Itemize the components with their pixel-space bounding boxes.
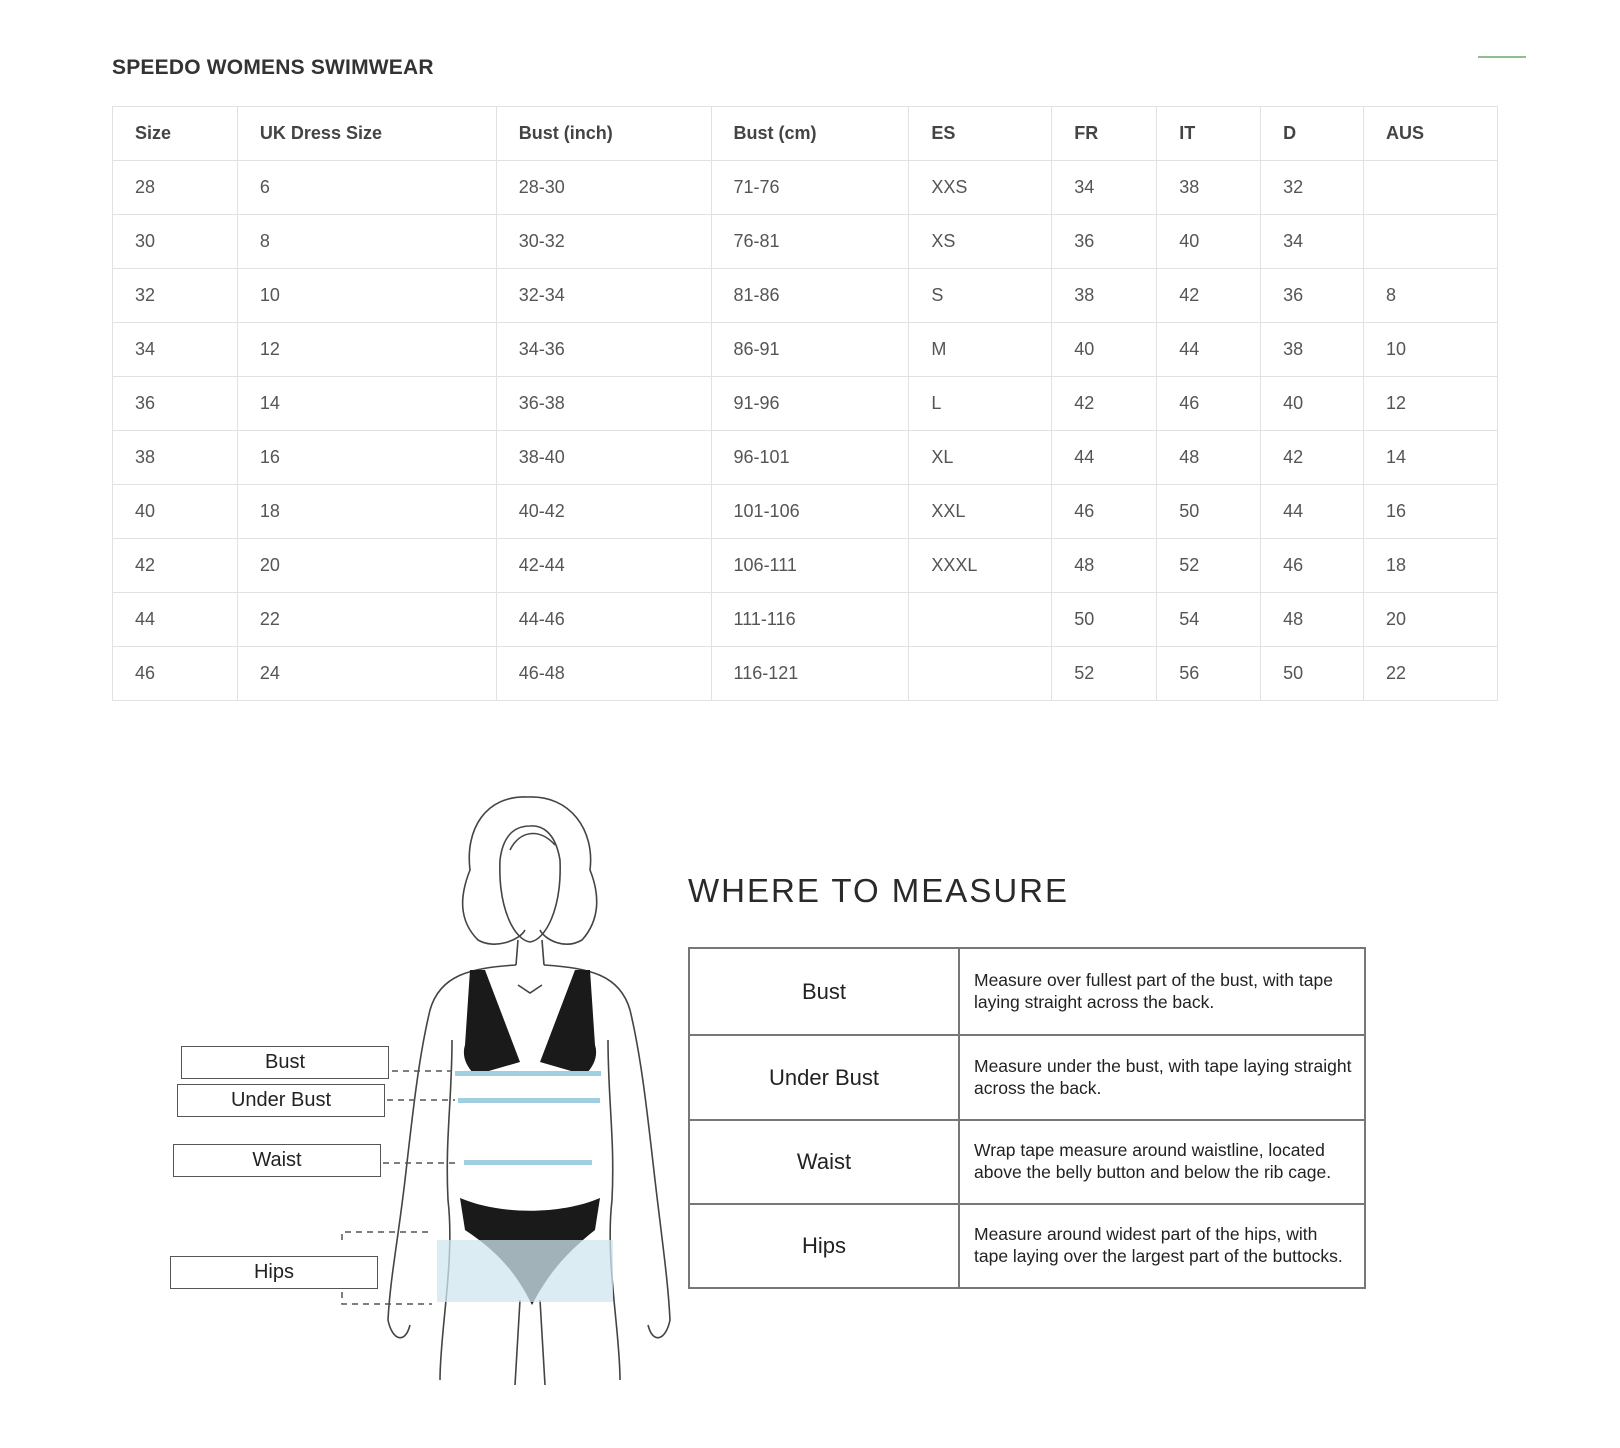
table-cell: 28 bbox=[113, 161, 238, 215]
table-cell: 8 bbox=[1364, 269, 1498, 323]
table-cell: S bbox=[909, 269, 1052, 323]
table-cell: 101-106 bbox=[711, 485, 909, 539]
table-row bbox=[113, 647, 1498, 701]
measure-description: Measure over fullest part of the bust, with tape laying straight across the back. bbox=[959, 948, 1365, 1035]
table-cell: 32-34 bbox=[496, 269, 711, 323]
table-row bbox=[113, 593, 1498, 647]
table-cell: 16 bbox=[237, 431, 496, 485]
table-cell: 32 bbox=[1261, 161, 1364, 215]
measure-description: Measure under the bust, with tape laying straight across the back. bbox=[959, 1035, 1365, 1120]
table-cell: 6 bbox=[237, 161, 496, 215]
bust-tape bbox=[455, 1071, 601, 1076]
table-cell: 22 bbox=[1364, 647, 1498, 701]
under-bust-tape bbox=[458, 1098, 600, 1103]
table-cell: 34 bbox=[1052, 161, 1157, 215]
table-cell: 40-42 bbox=[496, 485, 711, 539]
table-cell: XXS bbox=[909, 161, 1052, 215]
table-cell: 30 bbox=[113, 215, 238, 269]
table-row bbox=[113, 215, 1498, 269]
table-cell: 44 bbox=[1157, 323, 1261, 377]
table-cell: 106-111 bbox=[711, 539, 909, 593]
table-cell: 36-38 bbox=[496, 377, 711, 431]
figure-label-hips: Hips bbox=[170, 1256, 378, 1289]
table-row bbox=[113, 485, 1498, 539]
measure-description: Wrap tape measure around waistline, located above the belly button and below the rib cage. bbox=[959, 1120, 1365, 1204]
table-cell: 116-121 bbox=[711, 647, 909, 701]
table-cell: 46 bbox=[1052, 485, 1157, 539]
table-cell bbox=[1364, 215, 1498, 269]
table-row bbox=[113, 323, 1498, 377]
measure-label: Waist bbox=[689, 1120, 959, 1204]
table-cell: 96-101 bbox=[711, 431, 909, 485]
table-cell: 32 bbox=[113, 269, 238, 323]
table-cell: 40 bbox=[1157, 215, 1261, 269]
header-bust-cm: Bust (cm) bbox=[711, 107, 909, 161]
table-cell: XXL bbox=[909, 485, 1052, 539]
table-cell: M bbox=[909, 323, 1052, 377]
table-cell: 18 bbox=[1364, 539, 1498, 593]
table-row bbox=[113, 431, 1498, 485]
measure-row-bust bbox=[689, 948, 1365, 1035]
table-cell: 16 bbox=[1364, 485, 1498, 539]
table-cell: 42 bbox=[1157, 269, 1261, 323]
table-cell: 36 bbox=[1261, 269, 1364, 323]
table-cell: 46-48 bbox=[496, 647, 711, 701]
header-aus: AUS bbox=[1364, 107, 1498, 161]
header-it: IT bbox=[1157, 107, 1261, 161]
table-header-row bbox=[113, 107, 1498, 161]
hips-band bbox=[437, 1240, 613, 1302]
header-d: D bbox=[1261, 107, 1364, 161]
header-size: Size bbox=[113, 107, 238, 161]
measure-row-hips bbox=[689, 1204, 1365, 1288]
table-cell: 44 bbox=[1261, 485, 1364, 539]
table-row bbox=[113, 377, 1498, 431]
table-cell: 91-96 bbox=[711, 377, 909, 431]
where-to-measure-title: WHERE TO MEASURE bbox=[688, 872, 1069, 909]
table-cell: 10 bbox=[1364, 323, 1498, 377]
table-cell: L bbox=[909, 377, 1052, 431]
header-bust-inch: Bust (inch) bbox=[496, 107, 711, 161]
table-cell: 14 bbox=[237, 377, 496, 431]
measure-label: Hips bbox=[689, 1204, 959, 1288]
page-title: SPEEDO WOMENS SWIMWEAR bbox=[112, 56, 434, 79]
table-cell: XS bbox=[909, 215, 1052, 269]
table-cell: 46 bbox=[1157, 377, 1261, 431]
table-cell: 81-86 bbox=[711, 269, 909, 323]
table-cell: 71-76 bbox=[711, 161, 909, 215]
table-cell: 38-40 bbox=[496, 431, 711, 485]
table-cell: 56 bbox=[1157, 647, 1261, 701]
measure-row-under-bust bbox=[689, 1035, 1365, 1120]
table-cell: 28-30 bbox=[496, 161, 711, 215]
table-cell: 38 bbox=[1261, 323, 1364, 377]
table-cell: 36 bbox=[1052, 215, 1157, 269]
table-cell: 50 bbox=[1157, 485, 1261, 539]
measure-label: Bust bbox=[689, 948, 959, 1035]
table-cell: 42 bbox=[1052, 377, 1157, 431]
table-cell: 44 bbox=[1052, 431, 1157, 485]
table-cell: 50 bbox=[1052, 593, 1157, 647]
table-cell: 38 bbox=[113, 431, 238, 485]
table-cell: 48 bbox=[1157, 431, 1261, 485]
figure-label-bust: Bust bbox=[181, 1046, 389, 1079]
table-cell: 30-32 bbox=[496, 215, 711, 269]
table-cell: 48 bbox=[1052, 539, 1157, 593]
table-cell: 44 bbox=[113, 593, 238, 647]
table-cell: 48 bbox=[1261, 593, 1364, 647]
accent-divider bbox=[1478, 56, 1526, 58]
table-cell: 36 bbox=[113, 377, 238, 431]
table-cell: 18 bbox=[237, 485, 496, 539]
table-cell: 42 bbox=[1261, 431, 1364, 485]
measure-row-waist bbox=[689, 1120, 1365, 1204]
table-cell bbox=[909, 647, 1052, 701]
table-cell: 38 bbox=[1052, 269, 1157, 323]
table-cell: 24 bbox=[237, 647, 496, 701]
table-cell: 34-36 bbox=[496, 323, 711, 377]
measure-guide-table bbox=[688, 947, 1366, 1289]
table-cell: 12 bbox=[1364, 377, 1498, 431]
table-cell: 34 bbox=[1261, 215, 1364, 269]
table-cell: 46 bbox=[1261, 539, 1364, 593]
header-es: ES bbox=[909, 107, 1052, 161]
table-cell: 14 bbox=[1364, 431, 1498, 485]
table-row bbox=[113, 161, 1498, 215]
table-cell: 40 bbox=[113, 485, 238, 539]
table-cell: 42 bbox=[113, 539, 238, 593]
table-cell: 50 bbox=[1261, 647, 1364, 701]
header-uk-dress-size: UK Dress Size bbox=[237, 107, 496, 161]
table-row bbox=[113, 269, 1498, 323]
table-cell: 52 bbox=[1052, 647, 1157, 701]
header-fr: FR bbox=[1052, 107, 1157, 161]
figure-label-waist: Waist bbox=[173, 1144, 381, 1177]
table-cell: 52 bbox=[1157, 539, 1261, 593]
waist-tape bbox=[464, 1160, 592, 1165]
table-cell: 86-91 bbox=[711, 323, 909, 377]
measure-label: Under Bust bbox=[689, 1035, 959, 1120]
table-cell: 12 bbox=[237, 323, 496, 377]
figure-label-under-bust: Under Bust bbox=[177, 1084, 385, 1117]
table-cell: 20 bbox=[1364, 593, 1498, 647]
table-row bbox=[113, 539, 1498, 593]
table-cell: 40 bbox=[1261, 377, 1364, 431]
table-cell: 42-44 bbox=[496, 539, 711, 593]
table-cell: 76-81 bbox=[711, 215, 909, 269]
table-cell: 8 bbox=[237, 215, 496, 269]
table-cell: 111-116 bbox=[711, 593, 909, 647]
measure-description: Measure around widest part of the hips, with tape laying over the largest part of the buttocks. bbox=[959, 1204, 1365, 1288]
table-cell: XL bbox=[909, 431, 1052, 485]
table-cell bbox=[909, 593, 1052, 647]
table-cell: 22 bbox=[237, 593, 496, 647]
table-cell: 40 bbox=[1052, 323, 1157, 377]
table-cell: XXXL bbox=[909, 539, 1052, 593]
table-cell: 20 bbox=[237, 539, 496, 593]
table-cell: 34 bbox=[113, 323, 238, 377]
table-cell: 46 bbox=[113, 647, 238, 701]
table-cell: 44-46 bbox=[496, 593, 711, 647]
size-chart-table bbox=[112, 106, 1498, 701]
table-cell: 10 bbox=[237, 269, 496, 323]
table-cell: 54 bbox=[1157, 593, 1261, 647]
table-cell bbox=[1364, 161, 1498, 215]
table-cell: 38 bbox=[1157, 161, 1261, 215]
